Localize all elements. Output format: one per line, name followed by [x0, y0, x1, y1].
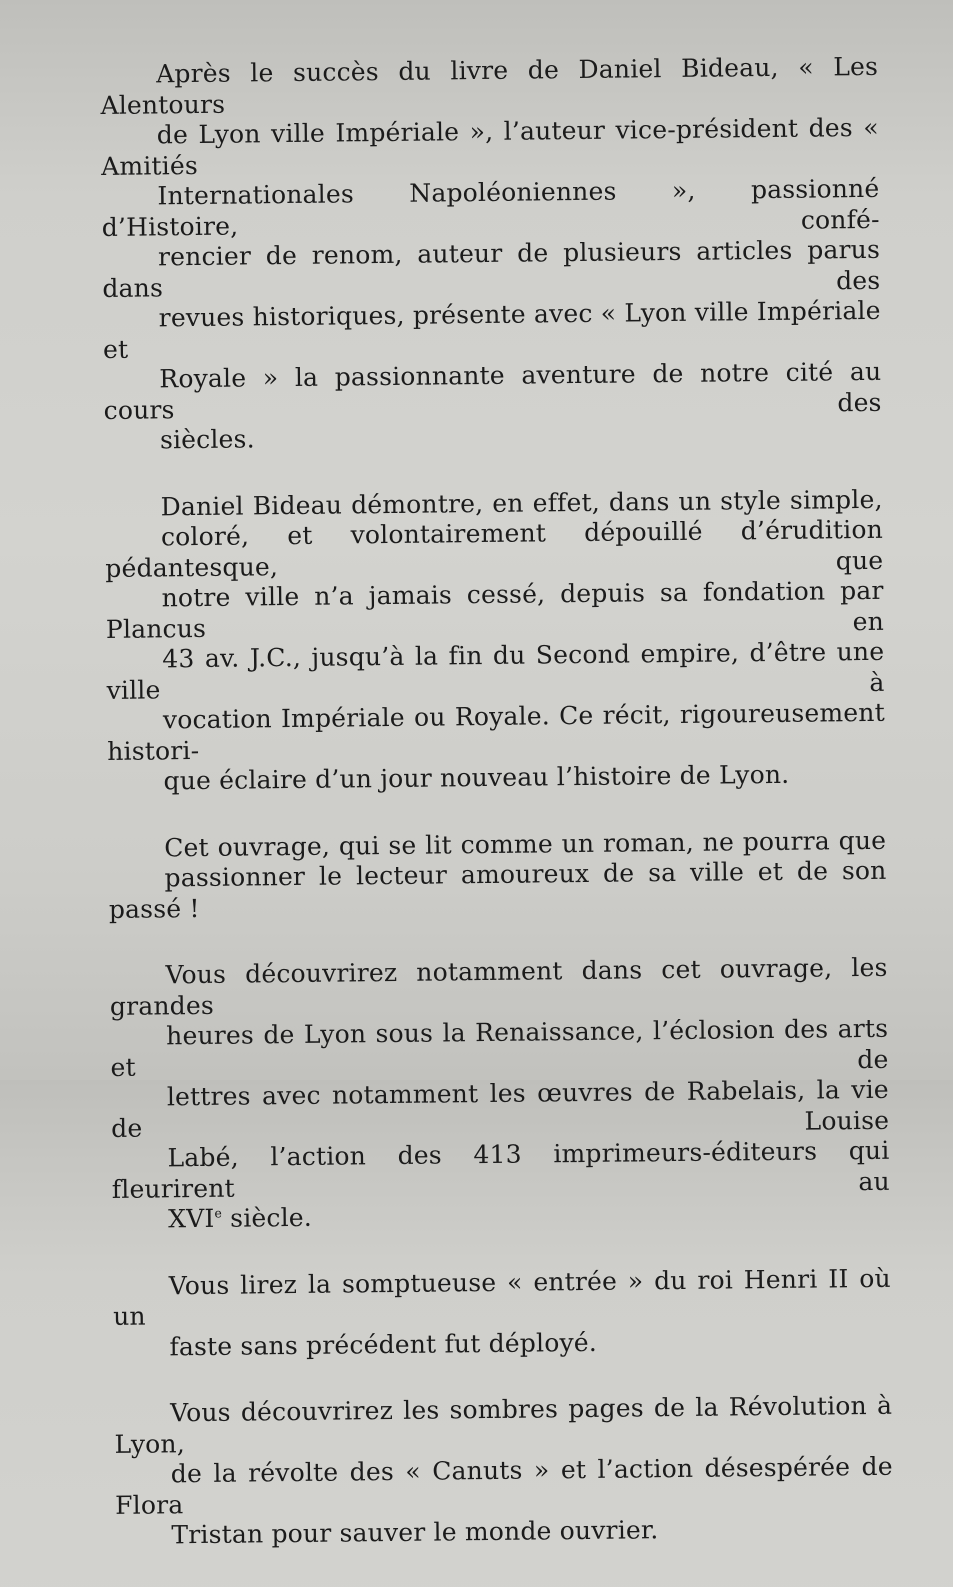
paragraph-1 — [100, 52, 882, 457]
text-line: Labé, l’action des 413 imprimeurs-éditeurs qui fleurirent au — [111, 1135, 890, 1204]
text-block — [100, 52, 894, 1587]
paragraph-3 — [108, 825, 887, 925]
text-line: Internationales Napoléoniennes », passionné d’Histoire, confé- — [101, 173, 880, 242]
text-line: vocation Impériale ou Royale. Ce récit, rigoureusement histori- — [107, 697, 886, 766]
text-line: 43 av. J.C., jusqu’à la fin du Second empire, d’être une ville à — [106, 636, 885, 705]
text-line: heures de Lyon sous la Renaissance, l’éclosion des arts et de — [110, 1013, 889, 1082]
century-numeral: XVI — [167, 1203, 215, 1234]
text-line: Cet ouvrage, qui se lit comme un roman, ne pourra que — [164, 825, 887, 862]
text-fragment: siècle. — [221, 1202, 313, 1233]
superscript-e: e — [214, 1205, 223, 1221]
text-line: Daniel Bideau démontre, en effet, dans un style simple, — [160, 484, 883, 521]
text-line: Après le succès du livre de Daniel Bideau, « Les Alentours — [100, 51, 879, 120]
text-line: Vous découvrirez notamment dans cet ouvrage, les grandes — [109, 952, 888, 1021]
paragraph-6 — [114, 1391, 894, 1552]
text-line: coloré, et volontairement dépouillé d’érudition pédantesque, que — [105, 514, 884, 583]
text-line: de Lyon ville Impériale », l’auteur vice-président des « Amitiés — [100, 112, 879, 181]
paragraph-2 — [105, 484, 886, 797]
text-line: lettres avec notamment les œuvres de Rabelais, la vie de Louise — [111, 1074, 890, 1143]
paragraph-5 — [113, 1263, 892, 1363]
paragraph-4 — [109, 953, 890, 1236]
text-line: Tristan pour sauver le monde ouvrier. — [171, 1515, 659, 1550]
text-line: notre ville n’a jamais cessé, depuis sa fondation par Plancus en — [105, 575, 885, 644]
text-line: Vous découvrirez les sombres pages de la Révolution à Lyon, — [114, 1390, 893, 1459]
text-line: Vous lirez la somptueuse « entrée » du roi Henri II où un — [113, 1263, 891, 1331]
text-line: que éclaire d’un jour nouveau l’histoire de Lyon. — [163, 759, 790, 796]
text-line: Royale » la passionnante aventure de notre cité au cours des — [103, 356, 882, 425]
text-line: faste sans précédent fut déployé. — [169, 1327, 598, 1361]
text-line: de la révolte des « Canuts » et l’action désespérée de Flora — [114, 1451, 893, 1520]
text-line: revues historiques, présente avec « Lyon ville Impériale et — [102, 295, 881, 364]
text-line: rencier de renom, auteur de plusieurs articles parus dans des — [102, 234, 881, 303]
text-line: siècles. — [159, 424, 255, 455]
text-line: passionner le lecteur amoureux de sa ville et de son passé ! — [108, 855, 887, 924]
